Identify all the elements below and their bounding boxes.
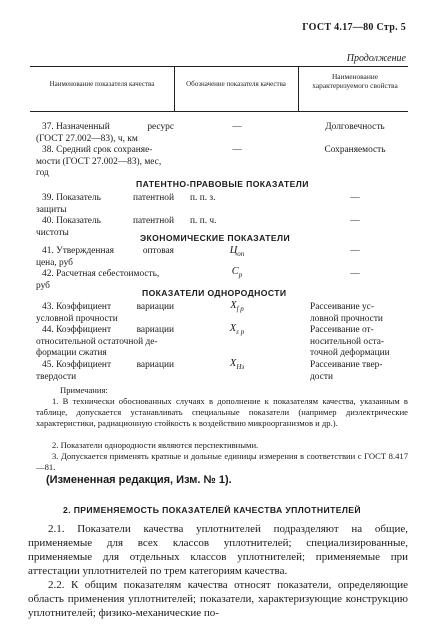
table-row: 37. Назначенный ресурс (ГОСТ 27.002—83), ч, км [36,122,174,144]
amendment-note: (Измененная редакция, Изм. № 1). [46,474,232,486]
property-cell: — [350,216,360,226]
symbol-cell: $X_{\varepsilon р}$ [229,323,245,337]
table-header-bottom [30,111,408,112]
table-row: 40. Показатель патентной чистоты [36,216,174,238]
property-cell: — [350,246,360,256]
continuation-label: Продолжение [346,53,406,64]
table-col-divider [298,66,299,111]
column-header-name: Наименование показателя качества [49,80,155,88]
table-row: 43. Коэффициент вариации условной прочности [36,302,174,324]
property-cell: Рассеивание от- носительной оста- точной деформации [310,325,390,358]
paragraph-2-2: 2.2. К общим показателям качества относят показатели, определяющие область применения уплотнителей; показатели, характеризующие конструкцию уплотнителей; физико-механические по- [28,579,408,619]
symbol-cell: п. п. ч. [190,216,217,226]
symbol-cell: п. п. з. [190,193,216,203]
table-row: 45. Коэффициент вариации твердости [36,360,174,382]
note-3: 3. Допускается применять кратные и дольные единицы измерения в соответствии с ГОСТ 8.417—81. [36,451,408,472]
symbol-cell: — [232,122,242,132]
section-title-patent: ПАТЕНТНО-ПРАВОВЫЕ ПОКАЗАТЕЛИ [136,179,309,189]
column-header-symbol: Обозначение показателя качества [186,80,286,88]
property-cell: Рассеивание твер- дости [310,360,383,382]
property-cell: Долговечность [325,122,385,132]
symbol-cell: — [232,145,242,155]
table-row: 38. Средний срок сохраняе- мости (ГОСТ 27.002—83), мес, год [36,145,162,178]
property-cell: Сохраняемость [324,145,386,155]
note-1: 1. В технически обоснованных случаях в дополнение к показателям качества, указанным в таблице, допускается устанавливать специальные показатели (например диэлектрические характеристики, радиационную стойкость к воздействию микроорганизмов и др.). [36,396,408,428]
table-top-border [30,66,408,67]
table-col-divider [174,66,175,111]
column-header-property: Наименование характеризуемого свойства [312,72,398,90]
note-2: 2. Показатели однородности являются перспективными. [52,440,259,450]
table-row: 41. Утвержденная оптовая цена, руб [36,246,174,268]
symbol-cell: $С_р$ [231,266,243,280]
property-cell: — [350,269,360,279]
notes-title: Примечания: [60,385,108,395]
page-header: ГОСТ 4.17—80 Стр. 5 [302,22,406,33]
section-title-economic: ЭКОНОМИЧЕСКИЕ ПОКАЗАТЕЛИ [140,233,291,243]
section-title-uniformity: ПОКАЗАТЕЛИ ОДНОРОДНОСТИ [142,288,287,298]
symbol-cell: $Ц_{оп}$ [229,245,245,259]
table-row: 42. Расчетная себестоимость, руб [36,269,160,291]
property-cell: — [350,193,360,203]
symbol-cell: $X_{Нз}$ [229,358,245,372]
property-cell: Рассеивание ус- ловной прочности [310,302,383,324]
symbol-cell: $X_{f р}$ [230,300,244,314]
table-row: 44. Коэффициент вариации относительной остаточной де- формации сжатия [36,325,174,358]
table-row: 39. Показатель патентной защиты [36,193,174,215]
paragraph-2-1: 2.1. Показатели качества уплотнителей подразделяют на общие, применяемые для всех классов уплотнителей; специализированные, применяемые для отдельных классов уплотнителей; применяемые при аттестации уплотнителей по трем категориям качества. [28,523,408,577]
section-heading-2: 2. ПРИМЕНЯЕМОСТЬ ПОКАЗАТЕЛЕЙ КАЧЕСТВА УПЛОТНИТЕЛЕЙ [62,505,362,515]
